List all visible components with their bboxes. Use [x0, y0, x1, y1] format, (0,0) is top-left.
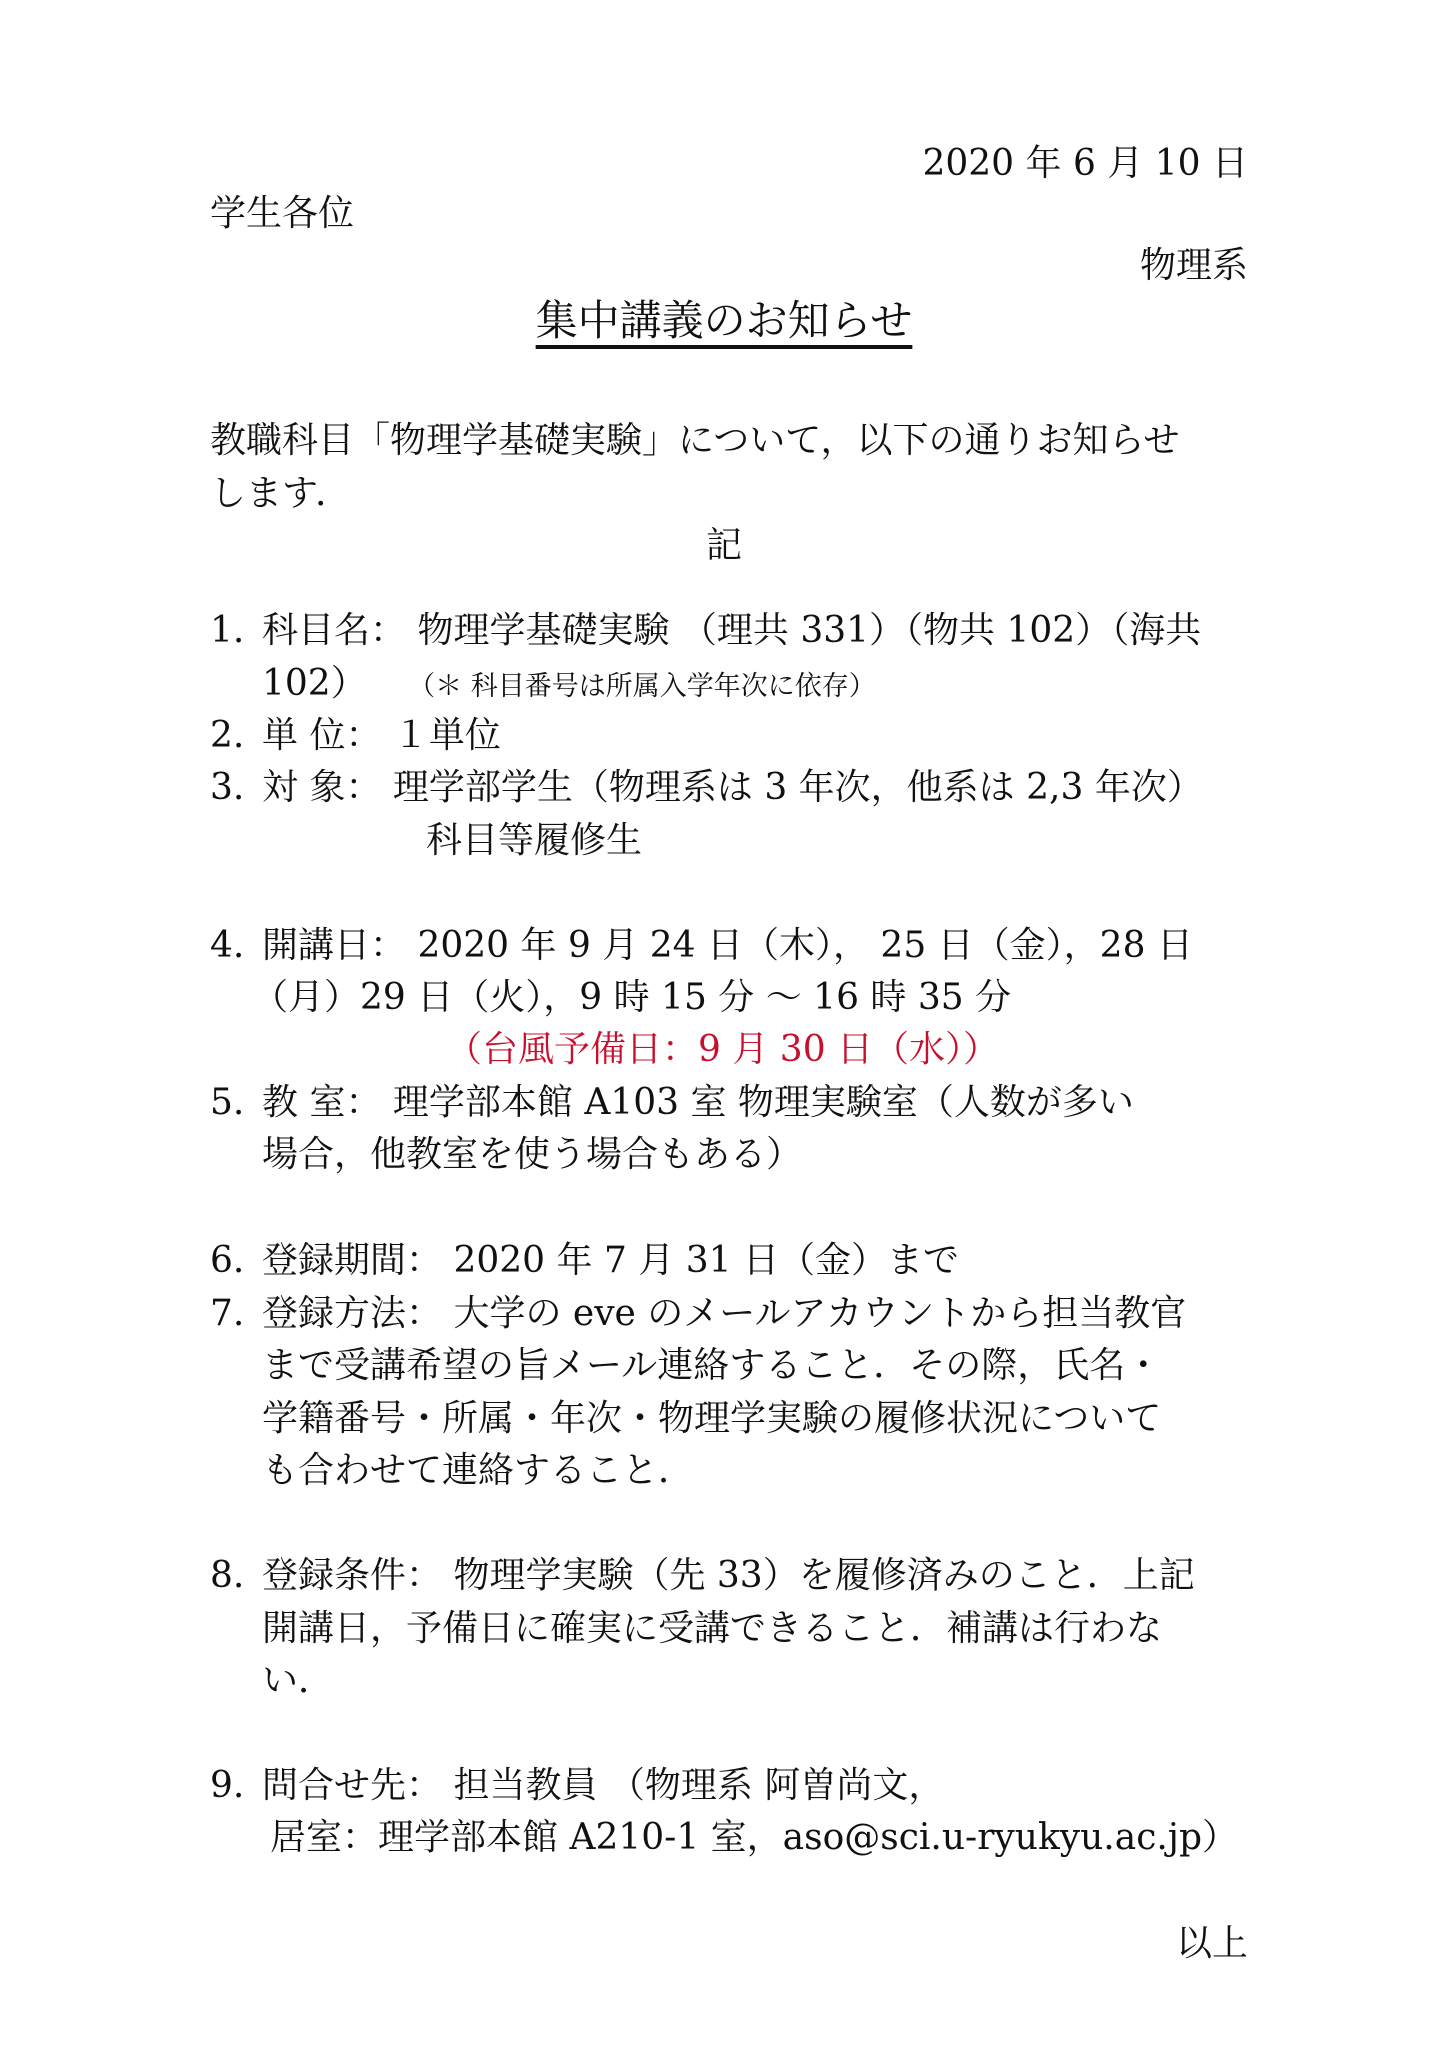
item-7-line-3: 学籍番号・所属・年次・物理学実験の履修状況について [262, 1398, 1162, 1439]
item-6 [210, 1235, 959, 1287]
closing: 以上 [1175, 1923, 1248, 1964]
item-9-line-1: 問合せ先： 担当教員 （物理系 阿曽尚文， [262, 1765, 945, 1806]
item-8 [210, 1550, 1195, 1602]
item-7-line-2: まで受講希望の旨メール連絡すること．その際，氏名・ [262, 1345, 1162, 1386]
item-6-line-1: 登録期間： 2020 年 7 月 31 日（金）まで [262, 1240, 959, 1281]
item-6-number: 6. [210, 1240, 245, 1281]
item-7-line-1: 登録方法： 大学の eve のメールアカウントから担当教官 [262, 1293, 1187, 1334]
addressee: 学生各位 [210, 193, 355, 234]
item-2-number: 2. [210, 715, 245, 756]
intro-line-1: 教職科目「物理学基礎実験」について，以下の通りお知らせ [210, 420, 1180, 461]
item-7-number: 7. [210, 1293, 245, 1334]
item-5-number: 5. [210, 1082, 245, 1123]
item-8-line-2: 開講日，予備日に確実に受講できること．補講は行わな [262, 1608, 1163, 1649]
item-4-number: 4. [210, 925, 245, 966]
item-3-line-1: 対 象： 理学部学生（物理系は 3 年次，他系は 2,3 年次） [262, 767, 1203, 808]
item-8-number: 8. [210, 1555, 245, 1596]
item-1-line-2: 102） [262, 663, 367, 704]
document-date: 2020 年 6 月 10 日 [922, 143, 1248, 184]
item-1-number: 1. [210, 610, 245, 651]
item-1-cont [262, 658, 876, 713]
item-1 [210, 605, 1201, 657]
item-1-note: （＊ 科目番号は所属入学年次に依存） [408, 671, 876, 702]
document-title: 集中講義のお知らせ [535, 296, 913, 345]
item-4-typhoon-reserve: （台風予備日：9 月 30 日（水）） [446, 1029, 1000, 1070]
item-5-line-1: 教 室： 理学部本館 A103 室 物理実験室（人数が多い [262, 1082, 1134, 1123]
item-2-line-1: 単 位： １単位 [262, 715, 501, 756]
item-3-line-2: 科目等履修生 [426, 820, 643, 861]
item-9-line-2: 居室：理学部本館 A210-1 室，aso@sci.u-ryukyu.ac.jp） [270, 1817, 1239, 1858]
sender: 物理系 [1139, 245, 1248, 286]
ki-heading: 記 [705, 525, 742, 566]
item-4-line-2: （月）29 日（火），9 時 15 分 ～ 16 時 35 分 [252, 977, 1012, 1018]
item-4 [210, 920, 1193, 972]
item-5-line-2: 場合，他教室を使う場合もある） [262, 1134, 803, 1175]
item-9 [210, 1760, 944, 1812]
item-4-line-1: 開講日： 2020 年 9 月 24 日（木）， 25 日（金），28 日 [262, 925, 1193, 966]
item-5 [210, 1077, 1134, 1129]
item-3 [210, 762, 1203, 814]
item-8-line-1: 登録条件： 物理学実験（先 33）を履修済みのこと．上記 [262, 1555, 1195, 1596]
item-3-number: 3. [210, 767, 245, 808]
item-7-line-4: も合わせて連絡すること． [262, 1450, 695, 1491]
intro-line-2: します． [210, 473, 352, 514]
item-1-line-1: 科目名： 物理学基礎実験 （理共 331）（物共 102）（海共 [262, 610, 1202, 651]
item-2 [210, 710, 501, 762]
item-9-number: 9. [210, 1765, 245, 1806]
item-8-line-3: い． [262, 1660, 335, 1701]
document-title-wrap [0, 295, 1448, 350]
item-7 [210, 1288, 1186, 1340]
